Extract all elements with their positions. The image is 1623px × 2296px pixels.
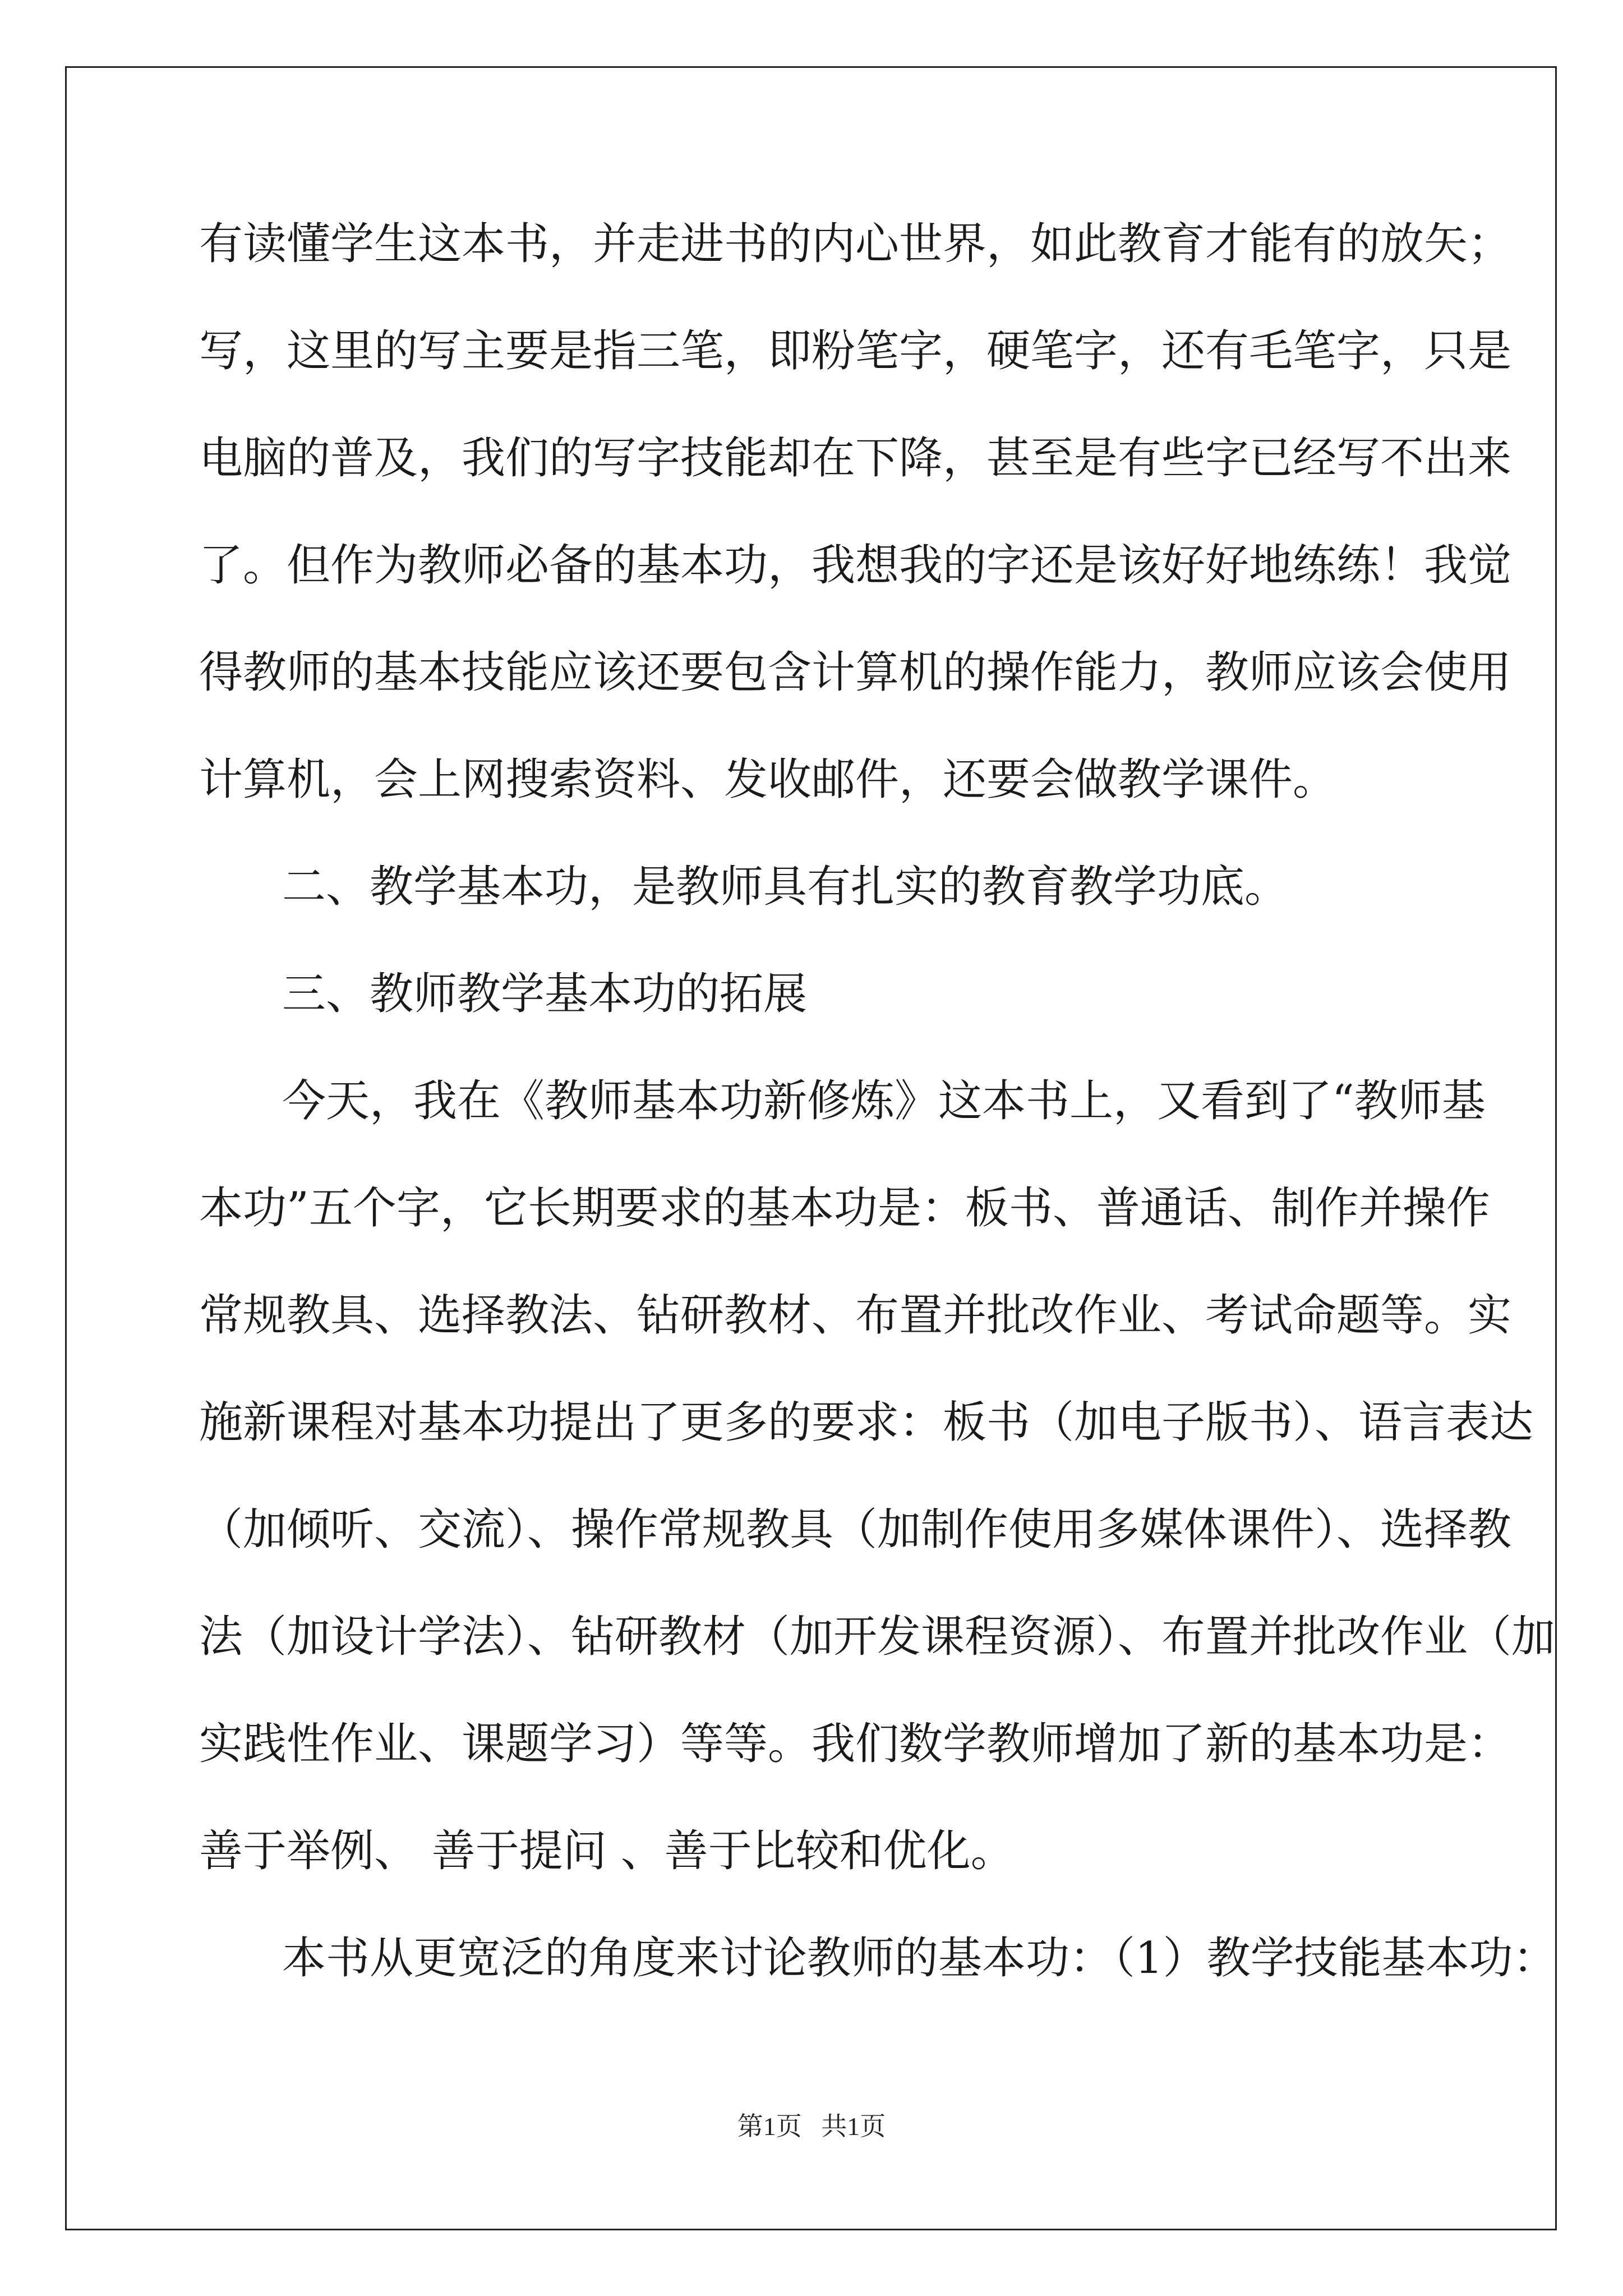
text-line: 本功”五个字，它长期要求的基本功是：板书、普通话、制作并操作 (199, 1183, 1490, 1234)
paragraph-start: 本书从更宽泛的角度来讨论教师的基本功：（1）教学技能基本功： (282, 1933, 1557, 1984)
section-heading-2: 二、教学基本功，是教师具有扎实的教育教学功底。 (282, 862, 1289, 912)
text-line: （加倾听、交流）、操作常规教具（加制作使用多媒体课件）、选择教 (199, 1504, 1512, 1555)
page-number-footer: 第1页 共1页 (737, 2112, 886, 2141)
text-line: 善于举例、 善于提问 、善于比较和优化。 (199, 1826, 1015, 1876)
text-line: 计算机，会上网搜索资料、发收邮件，还要会做教学课件。 (199, 754, 1337, 805)
document-body (199, 191, 1557, 2012)
text-line: 施新课程对基本功提出了更多的要求：板书（加电子版书）、语言表达 (199, 1397, 1534, 1448)
text-line: 电脑的普及，我们的写字技能却在下降，甚至是有些字已经写不出来 (199, 433, 1512, 484)
text-line: 法（加设计学法）、钻研教材（加开发课程资源）、布置并批改作业（加 (199, 1612, 1556, 1662)
text-line: 写，这里的写主要是指三笔，即粉笔字，硬笔字，还有毛笔字，只是 (199, 326, 1512, 376)
paragraph-start: 今天，我在《教师基本功新修炼》这本书上，又看到了“教师基 (282, 1076, 1486, 1126)
text-line: 有读懂学生这本书，并走进书的内心世界，如此教育才能有的放矢； (199, 219, 1512, 269)
text-line: 常规教具、选择教法、钻研教材、布置并批改作业、考试命题等。实 (199, 1290, 1512, 1341)
text-line: 了。但作为教师必备的基本功，我想我的字还是该好好地练练！我觉 (199, 540, 1512, 591)
text-line: 实践性作业、课题学习）等等。我们数学教师增加了新的基本功是： (199, 1719, 1512, 1769)
text-line: 得教师的基本技能应该还要包含计算机的操作能力，教师应该会使用 (199, 647, 1512, 698)
section-heading-3: 三、教师教学基本功的拓展 (282, 969, 808, 1019)
